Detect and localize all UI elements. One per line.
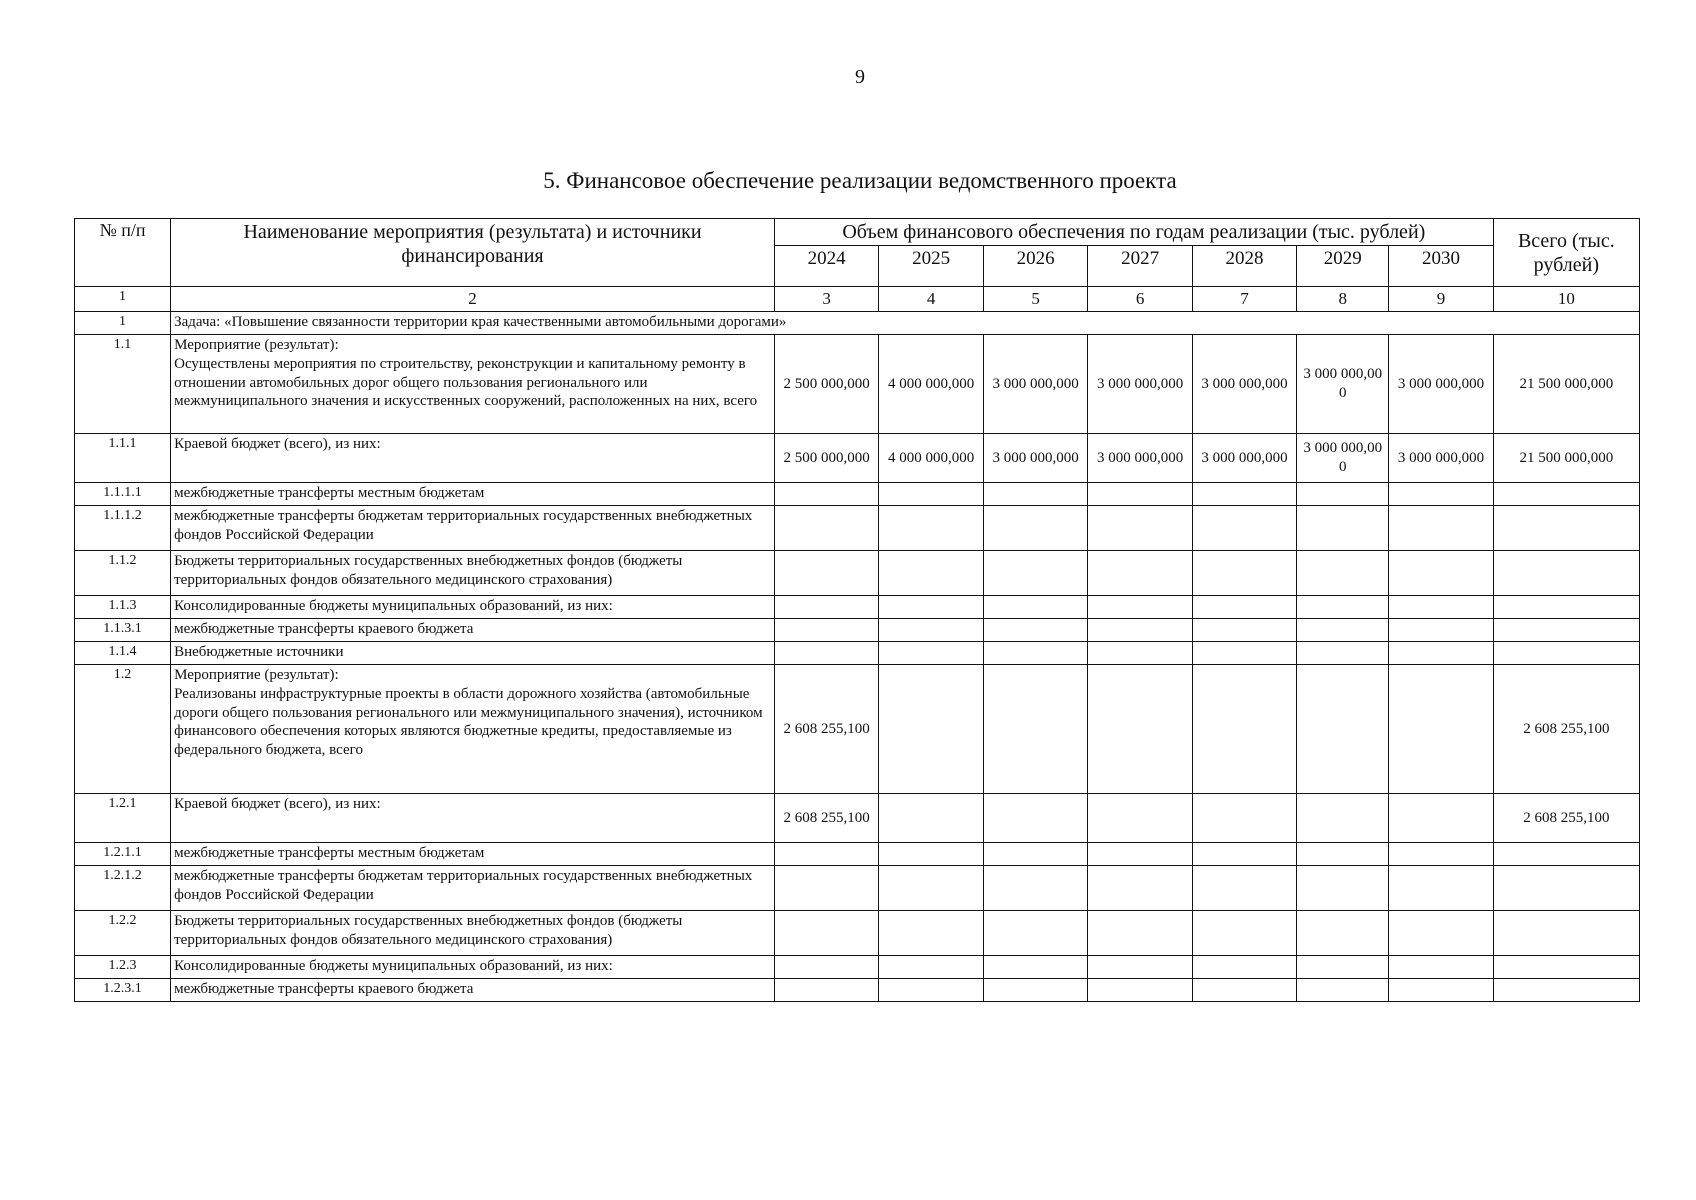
year-value-cell: 3 000 000,000 [1297,335,1389,434]
year-value-cell [774,911,878,956]
table-row [75,596,1640,619]
year-value-cell [1297,843,1389,866]
year-value-cell: 4 000 000,000 [879,335,983,434]
year-value-cell [1088,794,1192,843]
table-row [75,483,1640,506]
year-value-cell [1297,596,1389,619]
year-value-cell [983,866,1087,911]
year-value-cell [1088,551,1192,596]
year-value-cell [1088,483,1192,506]
year-value-cell [774,642,878,665]
row-number: 1.1.1.1 [75,483,171,506]
column-number: 1 [75,287,171,312]
table-row [75,911,1640,956]
row-number: 1.1 [75,335,171,434]
header-num: № п/п [75,219,171,287]
year-value-cell [1297,665,1389,794]
column-number: 2 [171,287,775,312]
year-value-cell [1088,665,1192,794]
year-value-cell: 3 000 000,000 [1088,434,1192,483]
table-row [75,979,1640,1002]
row-number: 1.1.1 [75,434,171,483]
year-value-cell [1297,911,1389,956]
total-value-cell [1493,596,1639,619]
year-value-cell [1389,911,1494,956]
row-name: межбюджетные трансферты местным бюджетам [171,843,775,866]
year-value-cell [879,483,983,506]
year-value-cell: 3 000 000,000 [983,335,1087,434]
year-value-cell [1297,483,1389,506]
total-value-cell: 21 500 000,000 [1493,335,1639,434]
year-value-cell: 2 608 255,100 [774,665,878,794]
year-value-cell [879,866,983,911]
year-value-cell [1192,619,1296,642]
total-value-cell [1493,866,1639,911]
total-value-cell [1493,843,1639,866]
year-value-cell [1088,843,1192,866]
total-value-cell [1493,979,1639,1002]
year-value-cell [1297,551,1389,596]
total-value-cell: 2 608 255,100 [1493,665,1639,794]
row-number: 1.2.3.1 [75,979,171,1002]
column-numbers-row [75,287,1640,312]
year-value-cell [879,956,983,979]
table-row [75,794,1640,843]
year-value-cell [1192,911,1296,956]
year-value-cell [1389,956,1494,979]
year-value-cell [1389,619,1494,642]
table-row [75,956,1640,979]
row-name: межбюджетные трансферты краевого бюджета [171,619,775,642]
year-value-cell [1297,642,1389,665]
year-value-cell [983,979,1087,1002]
financing-table [74,218,1640,1002]
year-value-cell [774,506,878,551]
total-value-cell [1493,483,1639,506]
total-value-cell [1493,551,1639,596]
row-number: 1.2.1.1 [75,843,171,866]
table-row [75,434,1640,483]
year-value-cell [879,911,983,956]
year-value-cell [774,843,878,866]
year-value-cell [774,596,878,619]
year-value-cell [1389,843,1494,866]
table-row [75,665,1640,794]
row-number: 1.1.1.2 [75,506,171,551]
header-name: Наименование мероприятия (результата) и источники финансирования [171,219,775,287]
year-value-cell [1088,619,1192,642]
year-value-cell: 3 000 000,000 [983,434,1087,483]
year-value-cell: 3 000 000,000 [1192,335,1296,434]
year-value-cell: 2 608 255,100 [774,794,878,843]
year-value-cell [1088,596,1192,619]
year-value-cell [1297,619,1389,642]
year-header: 2026 [983,246,1087,287]
year-value-cell [879,665,983,794]
year-value-cell [1389,506,1494,551]
year-value-cell: 3 000 000,000 [1389,434,1494,483]
year-value-cell [1389,794,1494,843]
year-value-cell [983,665,1087,794]
year-value-cell [1192,596,1296,619]
row-name: Мероприятие (результат): Реализованы инфраструктурные проекты в области дорожного хозяйства (автомобильные дороги общего пользования регионального или межмуниципального значения), источником финансового обеспечения которых являются бюджетные кредиты, предоставляемые из федерального бюджета, всего [171,665,775,794]
year-value-cell [983,911,1087,956]
year-value-cell: 3 000 000,000 [1389,335,1494,434]
year-value-cell [1297,506,1389,551]
year-value-cell [1192,642,1296,665]
column-number: 4 [879,287,983,312]
year-value-cell [1088,642,1192,665]
year-value-cell [1192,506,1296,551]
year-value-cell [1192,956,1296,979]
year-value-cell [1389,866,1494,911]
year-header: 2024 [774,246,878,287]
year-header: 2027 [1088,246,1192,287]
table-row [75,506,1640,551]
year-header: 2030 [1389,246,1494,287]
year-value-cell [1088,956,1192,979]
year-value-cell [879,843,983,866]
row-name: межбюджетные трансферты бюджетам территориальных государственных внебюджетных фондов Российской Федерации [171,506,775,551]
year-value-cell [1192,794,1296,843]
header-volume: Объем финансового обеспечения по годам реализации (тыс. рублей) [774,219,1493,246]
row-name: Мероприятие (результат): Осуществлены мероприятия по строительству, реконструкции и капитальному ремонту в отношении автомобильных дорог общего пользования регионального или межмуниципального значения и искусственных сооружений, расположенных на них, всего [171,335,775,434]
year-value-cell [1389,483,1494,506]
year-value-cell [1088,979,1192,1002]
year-header: 2029 [1297,246,1389,287]
year-value-cell: 4 000 000,000 [879,434,983,483]
year-value-cell [774,551,878,596]
year-value-cell [879,551,983,596]
row-number: 1.1.4 [75,642,171,665]
year-value-cell [774,866,878,911]
row-name: Краевой бюджет (всего), из них: [171,434,775,483]
year-value-cell [879,596,983,619]
row-name: Консолидированные бюджеты муниципальных образований, из них: [171,956,775,979]
year-value-cell [983,483,1087,506]
year-value-cell [1297,866,1389,911]
row-name: межбюджетные трансферты бюджетам территориальных государственных внебюджетных фондов Российской Федерации [171,866,775,911]
year-value-cell [1192,979,1296,1002]
row-number: 1.1.2 [75,551,171,596]
column-number: 8 [1297,287,1389,312]
column-number: 5 [983,287,1087,312]
table-row [75,551,1640,596]
year-value-cell [879,506,983,551]
year-value-cell [1389,596,1494,619]
row-name: Внебюджетные источники [171,642,775,665]
task-row [75,312,1640,335]
year-value-cell [983,551,1087,596]
row-name: Бюджеты территориальных государственных внебюджетных фондов (бюджеты территориальных фондов обязательного медицинского страхования) [171,551,775,596]
year-value-cell [1192,551,1296,596]
column-number: 10 [1493,287,1639,312]
total-value-cell [1493,911,1639,956]
year-value-cell [1389,642,1494,665]
year-value-cell [879,619,983,642]
year-value-cell [983,596,1087,619]
year-value-cell [1088,866,1192,911]
year-value-cell [1389,665,1494,794]
row-number: 1.2.2 [75,911,171,956]
year-value-cell [1192,483,1296,506]
total-value-cell [1493,956,1639,979]
row-number: 1.1.3.1 [75,619,171,642]
row-name: Краевой бюджет (всего), из них: [171,794,775,843]
year-value-cell [1192,866,1296,911]
table-row [75,642,1640,665]
task-text: Задача: «Повышение связанности территории края качественными автомобильными дорогами» [171,312,1640,335]
row-name: Бюджеты территориальных государственных внебюджетных фондов (бюджеты территориальных фондов обязательного медицинского страхования) [171,911,775,956]
year-value-cell [1192,665,1296,794]
year-value-cell [1297,979,1389,1002]
row-number: 1.2 [75,665,171,794]
table-row [75,335,1640,434]
year-value-cell [774,619,878,642]
section-title: 5. Финансовое обеспечение реализации ведомственного проекта [543,168,1177,193]
year-value-cell [1297,794,1389,843]
column-number: 6 [1088,287,1192,312]
year-header: 2028 [1192,246,1296,287]
year-value-cell: 3 000 000,000 [1297,434,1389,483]
row-number: 1.1.3 [75,596,171,619]
task-number: 1 [75,312,171,335]
table-row [75,866,1640,911]
year-value-cell [983,843,1087,866]
year-value-cell [1088,506,1192,551]
total-value-cell: 2 608 255,100 [1493,794,1639,843]
row-number: 1.2.1 [75,794,171,843]
year-value-cell: 2 500 000,000 [774,434,878,483]
row-name: межбюджетные трансферты краевого бюджета [171,979,775,1002]
row-name: межбюджетные трансферты местным бюджетам [171,483,775,506]
total-value-cell [1493,506,1639,551]
row-name: Консолидированные бюджеты муниципальных образований, из них: [171,596,775,619]
year-header: 2025 [879,246,983,287]
total-value-cell [1493,642,1639,665]
year-value-cell [879,642,983,665]
column-number: 9 [1389,287,1494,312]
year-value-cell [1088,911,1192,956]
year-value-cell [879,794,983,843]
year-value-cell [1192,843,1296,866]
year-value-cell [983,794,1087,843]
year-value-cell [1297,956,1389,979]
year-value-cell: 3 000 000,000 [1088,335,1192,434]
header-total: Всего (тыс. рублей) [1493,219,1639,287]
row-number: 1.2.1.2 [75,866,171,911]
year-value-cell [983,506,1087,551]
total-value-cell: 21 500 000,000 [1493,434,1639,483]
total-value-cell [1493,619,1639,642]
year-value-cell [983,619,1087,642]
year-value-cell [774,979,878,1002]
column-number: 3 [774,287,878,312]
table-row [75,843,1640,866]
page-number: 9 [855,66,865,88]
year-value-cell [774,483,878,506]
header-row [75,219,1640,246]
table-row [75,619,1640,642]
year-value-cell: 3 000 000,000 [1192,434,1296,483]
year-value-cell [879,979,983,1002]
year-value-cell [1389,551,1494,596]
year-value-cell [1389,979,1494,1002]
year-value-cell [774,956,878,979]
year-value-cell [983,956,1087,979]
column-number: 7 [1192,287,1296,312]
year-value-cell: 2 500 000,000 [774,335,878,434]
row-number: 1.2.3 [75,956,171,979]
year-value-cell [983,642,1087,665]
